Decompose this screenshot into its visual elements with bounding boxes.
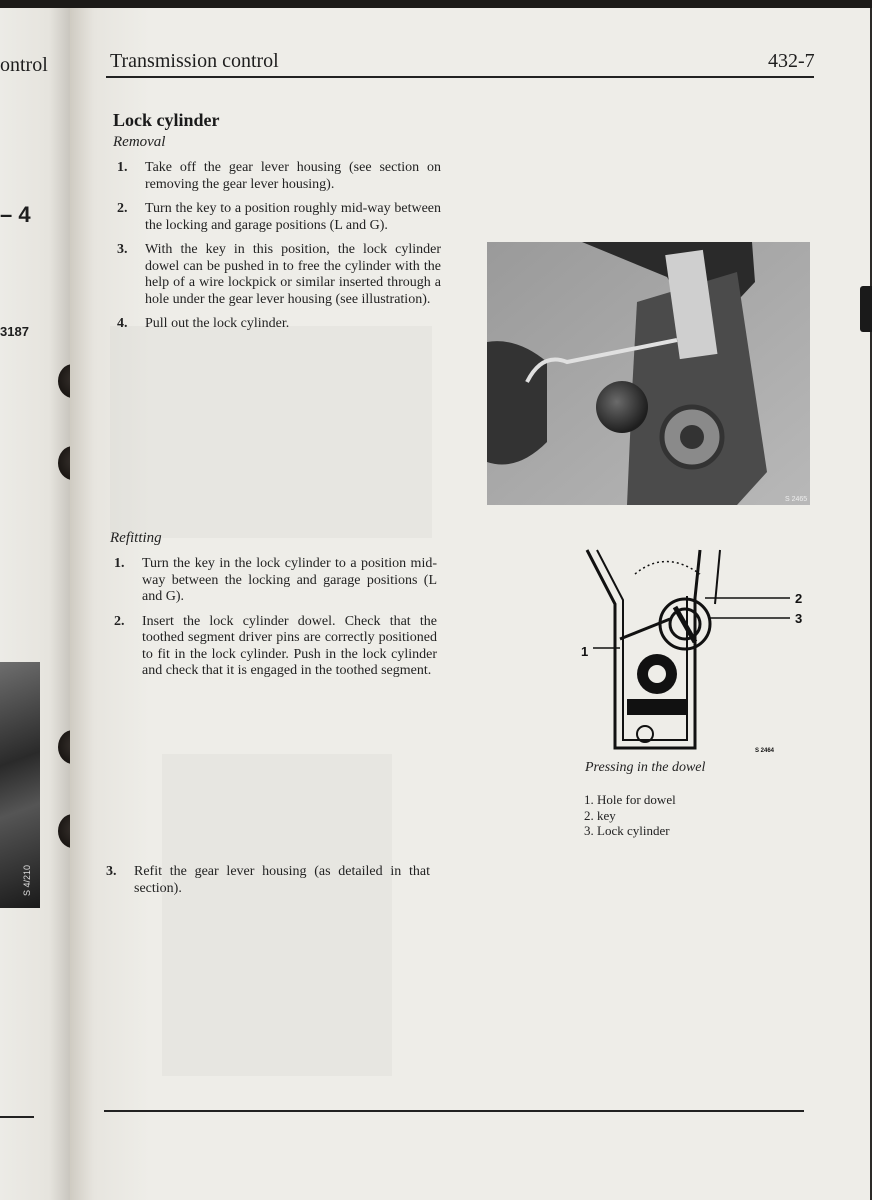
step-text: Take off the gear lever housing (see section on removing the gear lever housing). [145, 160, 441, 192]
diagram-legend [584, 792, 676, 839]
step-number: 3. [106, 864, 117, 879]
step-text: With the key in this position, the lock cylinder dowel can be pushed in to free the cylinder with the help of a wire lockpick or similar inserted through a hole under the gear lever housing (see illustration). [145, 242, 441, 307]
prev-page-photo-ref: S 4/210 [22, 864, 32, 896]
step-number: 2. [114, 613, 125, 629]
list-item [117, 160, 441, 193]
photo-cylinder-core [680, 425, 704, 449]
step-text: Refit the gear lever housing (as detailed in that section). [134, 864, 430, 896]
legend-item: 1. Hole for dowel [584, 792, 676, 807]
photo-hand-left [487, 341, 547, 464]
page-number: 432-7 [768, 50, 815, 72]
step-text: Turn the key in the lock cylinder to a position mid-way between the locking and garage positions (L and G). [142, 556, 437, 604]
prev-page-footer-rule [0, 1116, 34, 1118]
step-number: 3. [117, 242, 128, 257]
show-through-smudge [162, 754, 392, 1076]
refitting-heading: Refitting [110, 530, 162, 546]
show-through-smudge [110, 326, 432, 538]
footer-rule [104, 1110, 804, 1112]
header-rule [106, 76, 814, 78]
prev-page-photo [0, 662, 40, 908]
removal-steps [117, 160, 441, 341]
diagram-ref: S 2464 [755, 748, 775, 754]
callout-2: 2 [795, 591, 803, 606]
list-item [117, 201, 441, 234]
diagram-key-path [635, 562, 700, 575]
legend-item: 3. Lock cylinder [584, 823, 670, 838]
section-title: Lock cylinder [113, 110, 220, 130]
list-item [114, 556, 437, 606]
photo-ref: S 2465 [785, 496, 808, 503]
step-number: 1. [117, 160, 128, 175]
step-text: Insert the lock cylinder dowel. Check that the toothed segment driver pins are correctly positioned to fit in the lock cylinder. Push in the lock cylinder and check that it is engaged in the toothed segment. [142, 613, 437, 678]
removal-heading: Removal [113, 134, 166, 150]
list-item [114, 614, 437, 680]
main-page [70, 8, 870, 1200]
previous-page-edge [0, 8, 70, 1200]
scan-top-edge [0, 0, 872, 8]
lockpick-photo [487, 242, 810, 505]
diagram-gear-hub [648, 665, 666, 683]
prev-page-header-fragment: ontrol [0, 54, 48, 76]
page-edge-tab [860, 286, 872, 332]
list-item [117, 316, 441, 333]
dowel-diagram [575, 544, 815, 756]
callout-1: 1 [581, 644, 589, 659]
step-number: 4. [117, 316, 128, 331]
photo-gear-knob [596, 381, 648, 433]
diagram-toothed-segment [627, 699, 687, 715]
step-text: Pull out the lock cylinder. [145, 316, 290, 331]
diagram-caption: Pressing in the dowel [585, 760, 706, 775]
prev-page-figure-fragment: – 4 [0, 202, 31, 227]
list-item [106, 864, 430, 897]
step-text: Turn the key to a position roughly mid-way between the locking and garage positions (L and G). [145, 201, 441, 233]
step-number: 2. [117, 201, 128, 216]
legend-item: 2. key [584, 807, 616, 823]
callout-3: 3 [795, 611, 803, 626]
step-number: 1. [114, 556, 125, 571]
refitting-steps-continued [106, 864, 430, 905]
refitting-steps [114, 556, 437, 688]
list-item [117, 242, 441, 308]
page-header-title: Transmission control [110, 50, 279, 72]
diagram-lever-line [715, 550, 720, 604]
prev-page-ref-fragment: 3187 [0, 324, 29, 339]
